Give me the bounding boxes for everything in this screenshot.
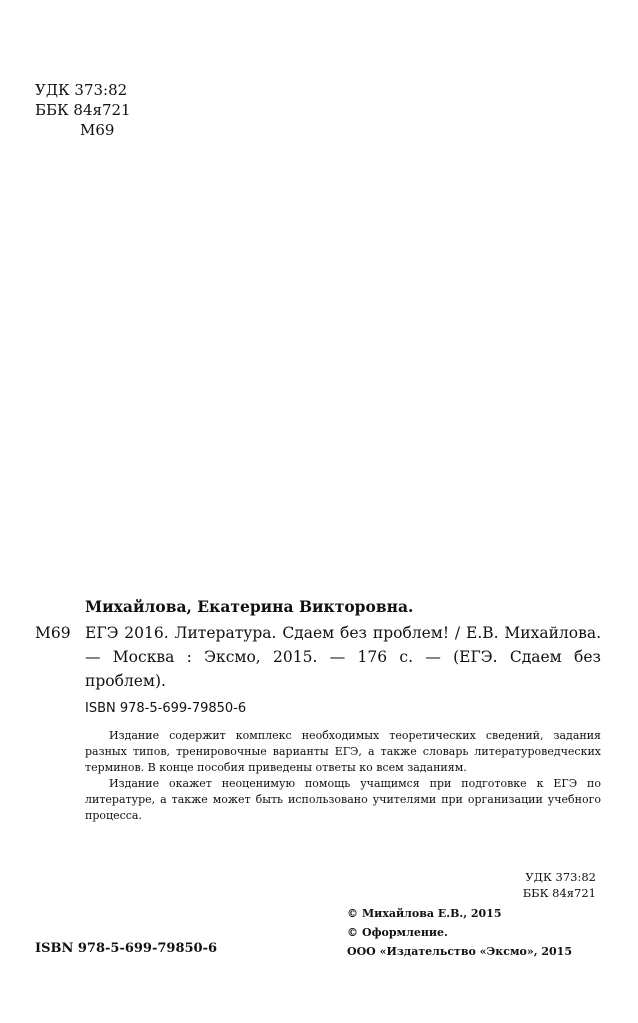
classification-codes [35, 80, 235, 140]
bibliographic-description-block [35, 621, 601, 693]
copyright-icon: © [347, 926, 358, 939]
bottom-udk-code: УДК 373:82 [525, 870, 596, 884]
annotation-paragraph: Издание содержит комплекс необходимых теоретических сведений, задания разных типов, тренировочные варианты ЕГЭ, а также словарь литературоведческих терминов. В конце пособия приведены ответы ко всем заданиям. [85, 729, 601, 774]
author-heading: Михайлова, Екатерина Викторовна. [85, 597, 414, 616]
copyright-icon: © [347, 907, 358, 920]
bottom-bbk-code: ББК 84я721 [522, 886, 596, 900]
annotation-paragraph: Издание окажет неоценимую помощь учащимся при подготовке к ЕГЭ по литературе, а также может быть использовано учителями при организации учебного процесса. [85, 777, 601, 822]
copyright-author [347, 904, 603, 923]
bbk-code: ББК 84я721 [35, 101, 131, 119]
copyright-design-text: Оформление. [362, 926, 448, 939]
copyright-design [347, 923, 603, 942]
entry-isbn: ISBN 978-5-699-79850-6 [85, 701, 247, 716]
bibliographic-entry [35, 596, 601, 824]
author-mark: М69 [80, 121, 115, 139]
copyright-publisher: ООО «Издательство «Эксмо», 2015 [347, 945, 572, 958]
udk-code: УДК 373:82 [35, 81, 128, 99]
entry-author-mark: М69 [35, 624, 71, 642]
annotation [85, 728, 601, 824]
bottom-classification-codes [523, 869, 596, 901]
footer-isbn: ISBN 978-5-699-79850-6 [35, 941, 218, 956]
copyright-block [347, 904, 603, 961]
copyright-author-text: Михайлова Е.В., 2015 [362, 907, 502, 920]
bibliographic-description: ЕГЭ 2016. Литература. Сдаем без проблем! / Е.В. Михайлова. — Москва : Эксмо, 2015. — 176 с. — (ЕГЭ. Сдаем без проблем). [85, 624, 601, 690]
